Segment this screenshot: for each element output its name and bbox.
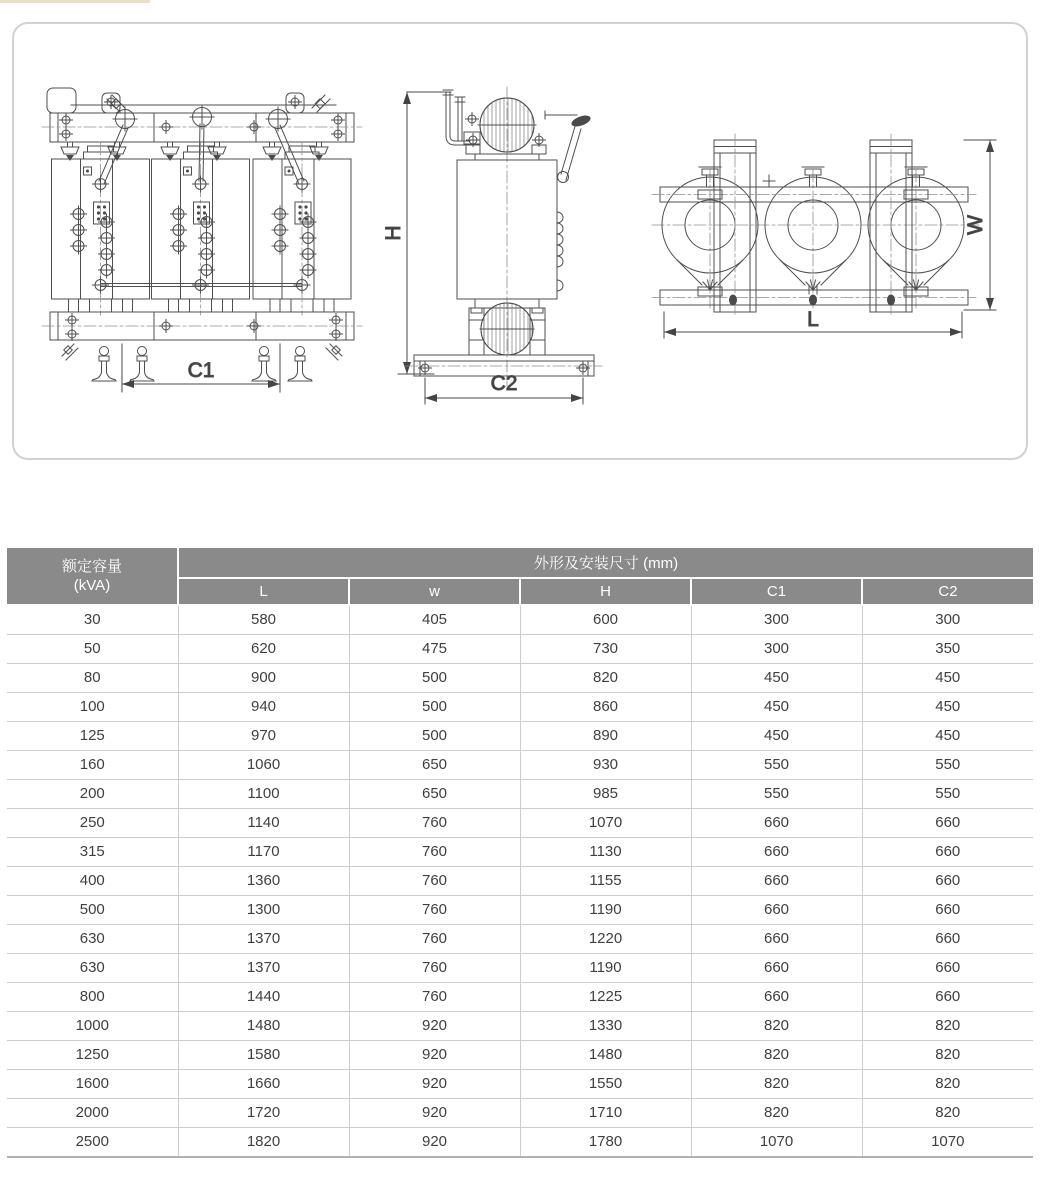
table-row <box>7 867 1033 896</box>
table-row <box>7 1128 1033 1158</box>
dimension-cell: 890 <box>520 722 691 751</box>
col-header-w: w <box>349 578 520 605</box>
table-row <box>7 925 1033 954</box>
dimension-cell: 125 <box>7 722 178 751</box>
dimension-cell: 650 <box>349 780 520 809</box>
dimension-cell: 200 <box>7 780 178 809</box>
table-row <box>7 1099 1033 1128</box>
dimension-cell: 760 <box>349 983 520 1012</box>
dimension-cell: 630 <box>7 954 178 983</box>
dimensions-table-wrap <box>7 546 1033 1158</box>
dimension-cell: 550 <box>862 780 1033 809</box>
dimension-cell: 660 <box>691 867 862 896</box>
dimension-cell: 1000 <box>7 1012 178 1041</box>
col-header-rated-capacity-line2: (kVA) <box>73 577 111 594</box>
dimension-cell: 820 <box>691 1099 862 1128</box>
dimension-cell: 820 <box>862 1012 1033 1041</box>
dimension-cell: 2000 <box>7 1099 178 1128</box>
dimension-cell: 1710 <box>520 1099 691 1128</box>
dimension-cell: 760 <box>349 838 520 867</box>
dimension-cell: 1250 <box>7 1041 178 1070</box>
dimension-cell: 1330 <box>520 1012 691 1041</box>
dimension-cell: 80 <box>7 664 178 693</box>
dimension-cell: 660 <box>862 896 1033 925</box>
dimension-cell: 405 <box>349 605 520 635</box>
dimension-cell: 1190 <box>520 896 691 925</box>
table-row <box>7 780 1033 809</box>
dimension-cell: 100 <box>7 693 178 722</box>
dimension-cell: 920 <box>349 1070 520 1099</box>
side-view-drawing <box>382 87 602 404</box>
dimension-cell: 450 <box>691 722 862 751</box>
dimension-cell: 550 <box>691 780 862 809</box>
table-row <box>7 954 1033 983</box>
dimension-cell: 1300 <box>178 896 349 925</box>
dimensions-table <box>7 546 1033 1158</box>
dimension-cell: 820 <box>691 1041 862 1070</box>
dimension-cell: 300 <box>862 605 1033 635</box>
transformer-outline-drawing <box>14 24 1026 458</box>
table-row <box>7 838 1033 867</box>
dimension-cell: 620 <box>178 635 349 664</box>
dimension-cell: 1060 <box>178 751 349 780</box>
table-row <box>7 722 1033 751</box>
dimension-cell: 1360 <box>178 867 349 896</box>
dimension-cell: 1170 <box>178 838 349 867</box>
dimension-cell: 1070 <box>862 1128 1033 1158</box>
dimension-cell: 600 <box>520 605 691 635</box>
dimension-cell: 760 <box>349 896 520 925</box>
table-row <box>7 751 1033 780</box>
dim-label-c1: C1 <box>187 359 215 382</box>
dimension-cell: 450 <box>862 722 1033 751</box>
cropped-text-fragment <box>0 0 150 3</box>
dimension-cell: 1370 <box>178 954 349 983</box>
dimension-cell: 930 <box>520 751 691 780</box>
table-row <box>7 664 1033 693</box>
dimension-cell: 2500 <box>7 1128 178 1158</box>
table-row <box>7 983 1033 1012</box>
dimension-cell: 1480 <box>520 1041 691 1070</box>
dimension-cell: 580 <box>178 605 349 635</box>
dimension-cell: 660 <box>691 925 862 954</box>
dimension-cell: 660 <box>862 925 1033 954</box>
dimension-cell: 1070 <box>691 1128 862 1158</box>
dimension-cell: 550 <box>862 751 1033 780</box>
dim-label-h: H <box>382 225 405 241</box>
dimension-cell: 660 <box>691 896 862 925</box>
dimension-cell: 650 <box>349 751 520 780</box>
dimension-cell: 660 <box>691 838 862 867</box>
dimension-cell: 660 <box>862 867 1033 896</box>
col-header-L: L <box>178 578 349 605</box>
table-body <box>7 605 1033 1157</box>
dimension-cell: 820 <box>691 1012 862 1041</box>
table-row <box>7 635 1033 664</box>
dimension-cell: 630 <box>7 925 178 954</box>
dimension-cell: 250 <box>7 809 178 838</box>
dimension-cell: 920 <box>349 1099 520 1128</box>
dimension-cell: 760 <box>349 809 520 838</box>
dimension-cell: 660 <box>862 809 1033 838</box>
dimension-cell: 1190 <box>520 954 691 983</box>
col-header-C2: C2 <box>862 578 1033 605</box>
dimension-cell: 970 <box>178 722 349 751</box>
dimension-cell: 760 <box>349 867 520 896</box>
col-header-H: H <box>520 578 691 605</box>
dimension-cell: 660 <box>862 954 1033 983</box>
table-row <box>7 693 1033 722</box>
dim-label-w: W <box>964 215 987 235</box>
dimension-cell: 500 <box>7 896 178 925</box>
dimension-cell: 660 <box>862 838 1033 867</box>
dimension-cell: 300 <box>691 635 862 664</box>
dimension-cell: 920 <box>349 1128 520 1158</box>
table-row <box>7 896 1033 925</box>
col-header-rated-capacity-line1: 额定容量 <box>61 558 122 575</box>
dimension-cell: 1550 <box>520 1070 691 1099</box>
dimension-cell: 660 <box>862 983 1033 1012</box>
col-header-C1: C1 <box>691 578 862 605</box>
dimension-cell: 660 <box>691 954 862 983</box>
dimension-cell: 350 <box>862 635 1033 664</box>
dimension-cell: 1140 <box>178 809 349 838</box>
dimension-cell: 1440 <box>178 983 349 1012</box>
dimension-cell: 50 <box>7 635 178 664</box>
dimension-cell: 760 <box>349 954 520 983</box>
dimension-cell: 1580 <box>178 1041 349 1070</box>
dimension-cell: 30 <box>7 605 178 635</box>
dimension-cell: 1100 <box>178 780 349 809</box>
dimension-cell: 1370 <box>178 925 349 954</box>
dimension-cell: 450 <box>862 693 1033 722</box>
dimension-cell: 450 <box>691 664 862 693</box>
dimension-cell: 1480 <box>178 1012 349 1041</box>
dimension-cell: 1600 <box>7 1070 178 1099</box>
dimension-cell: 800 <box>7 983 178 1012</box>
dimension-cell: 820 <box>862 1041 1033 1070</box>
dimension-cell: 820 <box>691 1070 862 1099</box>
dimension-cell: 475 <box>349 635 520 664</box>
dimension-cell: 400 <box>7 867 178 896</box>
dimension-cell: 1820 <box>178 1128 349 1158</box>
dimension-cell: 1220 <box>520 925 691 954</box>
dimension-cell: 500 <box>349 664 520 693</box>
dimension-cell: 820 <box>520 664 691 693</box>
dimension-cell: 660 <box>691 809 862 838</box>
dimension-cell: 920 <box>349 1012 520 1041</box>
dimension-cell: 985 <box>520 780 691 809</box>
dimension-cell: 730 <box>520 635 691 664</box>
dimension-cell: 500 <box>349 722 520 751</box>
dimension-cell: 450 <box>691 693 862 722</box>
col-group-header-dimensions: 外形及安装尺寸 (mm) <box>178 547 1033 578</box>
table-row <box>7 1012 1033 1041</box>
dimension-cell: 1660 <box>178 1070 349 1099</box>
dimension-cell: 900 <box>178 664 349 693</box>
dimension-cell: 820 <box>862 1099 1033 1128</box>
dimension-cell: 760 <box>349 925 520 954</box>
dimension-cell: 500 <box>349 693 520 722</box>
dimension-drawings-panel <box>12 22 1028 460</box>
dimension-cell: 450 <box>862 664 1033 693</box>
front-view-drawing <box>42 88 362 392</box>
dim-label-c2: C2 <box>490 372 518 395</box>
table-row <box>7 1070 1033 1099</box>
dimension-cell: 315 <box>7 838 178 867</box>
dimension-cell: 660 <box>691 983 862 1012</box>
dimension-cell: 1130 <box>520 838 691 867</box>
top-view-drawing <box>652 134 996 338</box>
table-row <box>7 809 1033 838</box>
dimension-cell: 1155 <box>520 867 691 896</box>
col-header-rated-capacity <box>7 547 178 605</box>
dimension-cell: 1780 <box>520 1128 691 1158</box>
dimension-cell: 820 <box>862 1070 1033 1099</box>
dimension-cell: 1225 <box>520 983 691 1012</box>
dimension-cell: 160 <box>7 751 178 780</box>
dimension-cell: 1720 <box>178 1099 349 1128</box>
dimension-cell: 860 <box>520 693 691 722</box>
dimension-cell: 1070 <box>520 809 691 838</box>
table-row <box>7 605 1033 635</box>
dimension-cell: 920 <box>349 1041 520 1070</box>
dimension-cell: 300 <box>691 605 862 635</box>
dim-label-l: L <box>807 308 819 331</box>
dimension-cell: 940 <box>178 693 349 722</box>
dimension-cell: 550 <box>691 751 862 780</box>
table-row <box>7 1041 1033 1070</box>
